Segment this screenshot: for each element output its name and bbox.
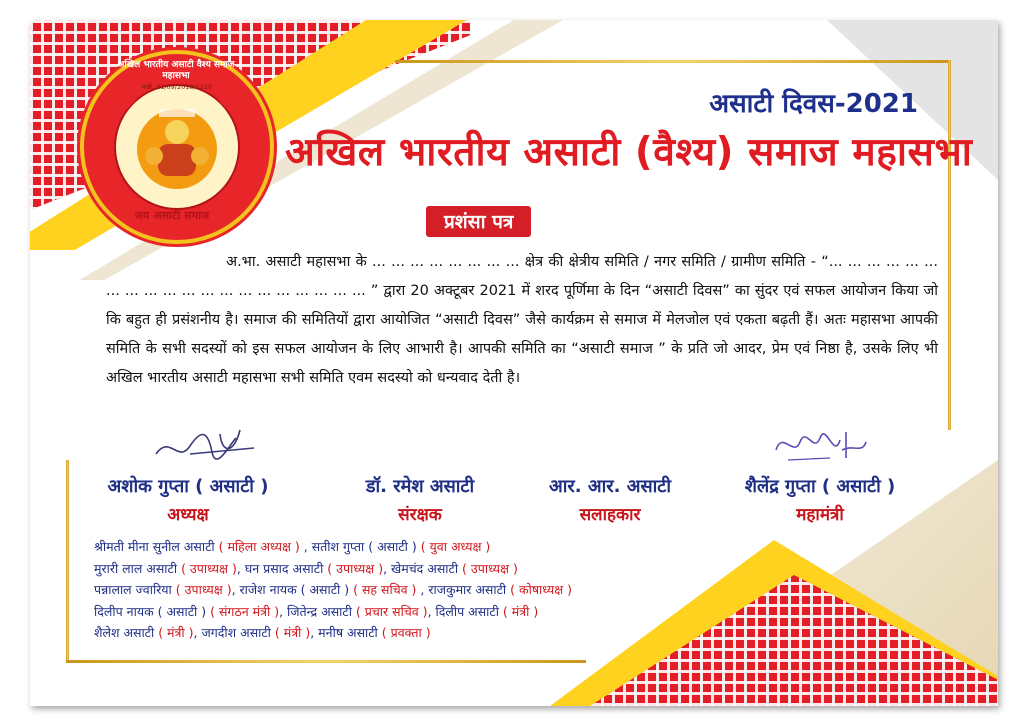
member-name: , दिलीप असाटी <box>427 603 503 619</box>
logo-bottom-text: जय असाटी समाज <box>134 209 210 222</box>
logo-top-text: अखिल भारतीय असाटी वैश्य समाज महासभा <box>117 60 235 81</box>
member-line <box>94 536 572 558</box>
organization-name: अखिल भारतीय असाटी (वैश्य) समाज महासभा <box>285 130 973 175</box>
member-name: श्रीमती मीना सुनील असाटी <box>94 539 219 554</box>
member-name: , सतीश गुप्ता ( असाटी ) <box>299 539 421 554</box>
member-name: , मनीष असाटी <box>310 625 382 640</box>
member-name: , घन प्रसाद असाटी <box>236 560 328 576</box>
member-name: , राजेश नायक ( असाटी ) <box>231 582 354 597</box>
signature-shailendra <box>770 424 870 468</box>
member-name: , राजकुमार असाटी <box>416 582 511 597</box>
signatory-role-1: अध्यक्ष <box>167 505 209 525</box>
member-role: ( उपाध्यक्ष ) <box>462 560 518 576</box>
signatory-name-4: शैलेंद्र गुप्ता ( असाटी ) <box>744 476 896 497</box>
member-name: मुरारी लाल असाटी <box>94 560 182 576</box>
member-role: ( मंत्री ) <box>502 603 539 619</box>
frame-line-right <box>948 60 951 430</box>
member-role: ( कोषाध्यक्ष ) <box>510 582 573 597</box>
signatory-name-1: अशोक गुप्ता ( असाटी ) <box>107 476 269 497</box>
certificate-badge: प्रशंसा पत्र <box>426 206 531 237</box>
member-line <box>94 558 572 580</box>
frame-line-top <box>395 60 950 63</box>
event-title: असाटी दिवस-2021 <box>709 89 918 119</box>
member-role: ( सह सचिव ) <box>353 582 417 597</box>
member-name: पन्नालाल ज्वारिया <box>94 582 176 597</box>
signatory-role-4: महामंत्री <box>796 505 844 525</box>
signatory-name-2: डॉ. रमेश असाटी <box>365 476 475 497</box>
member-role: ( मंत्री ) <box>158 625 194 640</box>
member-role: ( प्रचार सचिव ) <box>355 603 428 619</box>
member-role: ( प्रवक्ता ) <box>381 625 431 640</box>
member-line <box>94 622 572 644</box>
certificate-card <box>30 20 998 706</box>
signatory-role-2: संरक्षक <box>398 505 442 525</box>
logo-reg-number: पंजी. 21/09/2018/1210 <box>141 83 213 91</box>
member-role: ( मंत्री ) <box>274 625 311 640</box>
member-role: ( युवा अध्यक्ष ) <box>420 539 491 554</box>
member-line <box>94 579 572 601</box>
frame-line-bottom <box>66 660 586 663</box>
frame-line-left <box>66 460 69 660</box>
member-name: शैलेश असाटी <box>94 625 159 640</box>
member-list <box>94 536 572 644</box>
member-role: ( संगठन मंत्री ) <box>210 603 280 619</box>
member-role: ( महिला अध्यक्ष ) <box>218 539 300 554</box>
member-name: , जितेन्द्र असाटी <box>279 603 356 619</box>
signature-ashok <box>150 424 260 468</box>
signatory-name-3: आर. आर. असाटी <box>548 476 672 497</box>
member-name: , खेमचंद असाटी <box>383 560 463 576</box>
member-role: ( उपाध्यक्ष ) <box>327 560 384 576</box>
member-line <box>94 601 572 623</box>
certificate-body: अ.भा. असाटी महासभा के ... ... ... ... ... ... ... ... क्षेत्र की क्षेत्रीय समिति / नगर समिति / ग्रामीण समिति - “... ... ... ... ... ... ... ... ... ... ... ... ... ... ... ... ... ... ... ... ” द्वारा 20 अक्टूबर 2021 में शरद पूर्णिमा के दिन “असाटी दिवस” का सुंदर एवं सफल आयोजन किया जो कि बहुत ही प्रसंशनीय है। समाज की समितियों द्वारा आयोजित “असाटी दिवस” जैसे कार्यक्रम से समाज में मेलजोल एवं एकता बढ़ती हैं। अतः महासभा आपकी समिति के सभी सदस्यों को इस सफल आयोजन के लिए आभारी है। आपकी समिति का “असाटी समाज ” के प्रति जो आदर, प्रेम एवं निष्ठा है, उसके लिए भी अखिल भारतीय असाटी महासभा सभी समिति एवम सदस्यो को धन्यवाद देती है। <box>106 254 938 386</box>
member-role: ( उपाध्यक्ष ) <box>175 582 232 597</box>
member-name: दिलीप नायक ( असाटी ) <box>94 603 211 619</box>
signatory-role-3: सलाहकार <box>579 505 641 525</box>
member-role: ( उपाध्यक्ष ) <box>181 560 237 576</box>
member-name: , जगदीश असाटी <box>193 625 275 640</box>
